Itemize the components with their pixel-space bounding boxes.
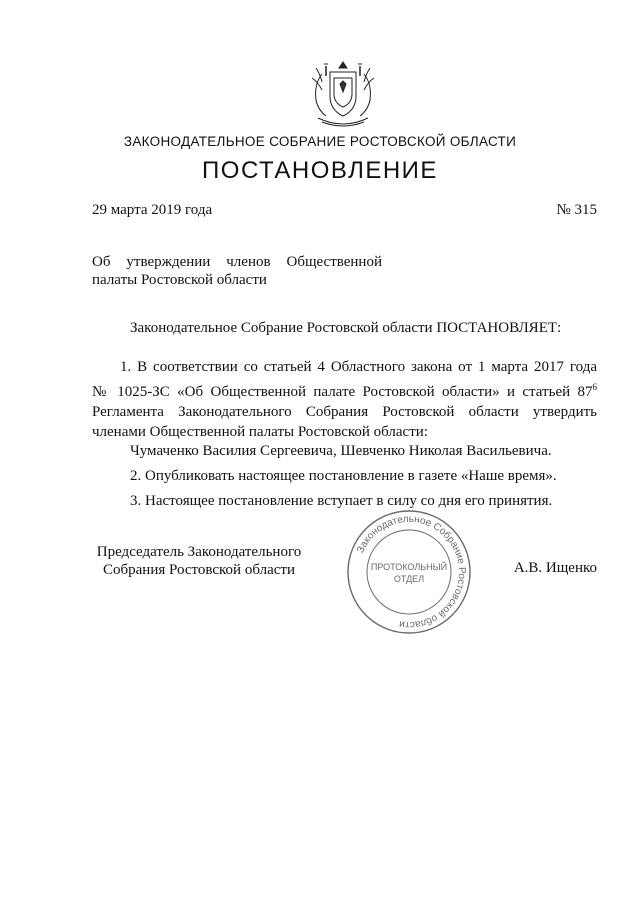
item-1-names: Чумаченко Василия Сергеевича, Шевченко Николая Васильевича.	[130, 443, 552, 459]
subject-word: членов	[226, 254, 271, 270]
item-1	[92, 357, 597, 442]
official-stamp	[345, 508, 473, 636]
coat-of-arms-icon	[300, 58, 386, 130]
stamp-center-line-2: ОТДЕЛ	[393, 574, 425, 584]
item-3: 3. Настоящее постановление вступает в силу со дня его принятия.	[130, 493, 553, 509]
subject-line-2: палаты Ростовской области	[92, 272, 267, 288]
item-1-line-4: членами Общественной палаты Ростовской области:	[92, 424, 428, 440]
document-number: № 315	[556, 202, 597, 218]
signatory-title-line-2: Собрания Ростовской области	[103, 562, 295, 578]
stamp-center-line-1: ПРОТОКОЛЬНЫЙ	[370, 562, 448, 572]
item-1-line-3: Регламента Законодательного Собрания Ростовской области утвердить	[92, 404, 597, 420]
preamble: Законодательное Собрание Ростовской области ПОСТАНОВЛЯЕТ:	[130, 320, 562, 336]
document-subject	[92, 253, 382, 289]
subject-word: Общественной	[286, 254, 382, 270]
document-date: 29 марта 2019 года	[92, 202, 213, 218]
document-type: ПОСТАНОВЛЕНИЕ	[202, 157, 438, 184]
item-1-line-2-text: № 1025-ЗС «Об Общественной палате Ростовской области» и статьей 87	[92, 384, 593, 400]
signatory-name: А.В. Ищенко	[513, 560, 597, 576]
stamp-ring-text: Законодательное Собрание Ростовской области	[355, 513, 468, 631]
superscript: 6	[592, 382, 597, 392]
item-1-line-2	[92, 377, 597, 402]
organization-title: ЗАКОНОДАТЕЛЬНОЕ СОБРАНИЕ РОСТОВСКОЙ ОБЛАСТИ	[123, 134, 517, 149]
subject-word: Об	[92, 254, 111, 270]
subject-word: утверждении	[126, 254, 211, 270]
signatory-title	[92, 543, 306, 579]
item-2: 2. Опубликовать настоящее постановление в газете «Наше время».	[130, 468, 557, 484]
item-1-line-1: 1. В соответствии со статьей 4 Областного закона от 1 марта 2017 года	[120, 359, 597, 375]
signatory-title-line-1: Председатель Законодательного	[96, 544, 302, 560]
